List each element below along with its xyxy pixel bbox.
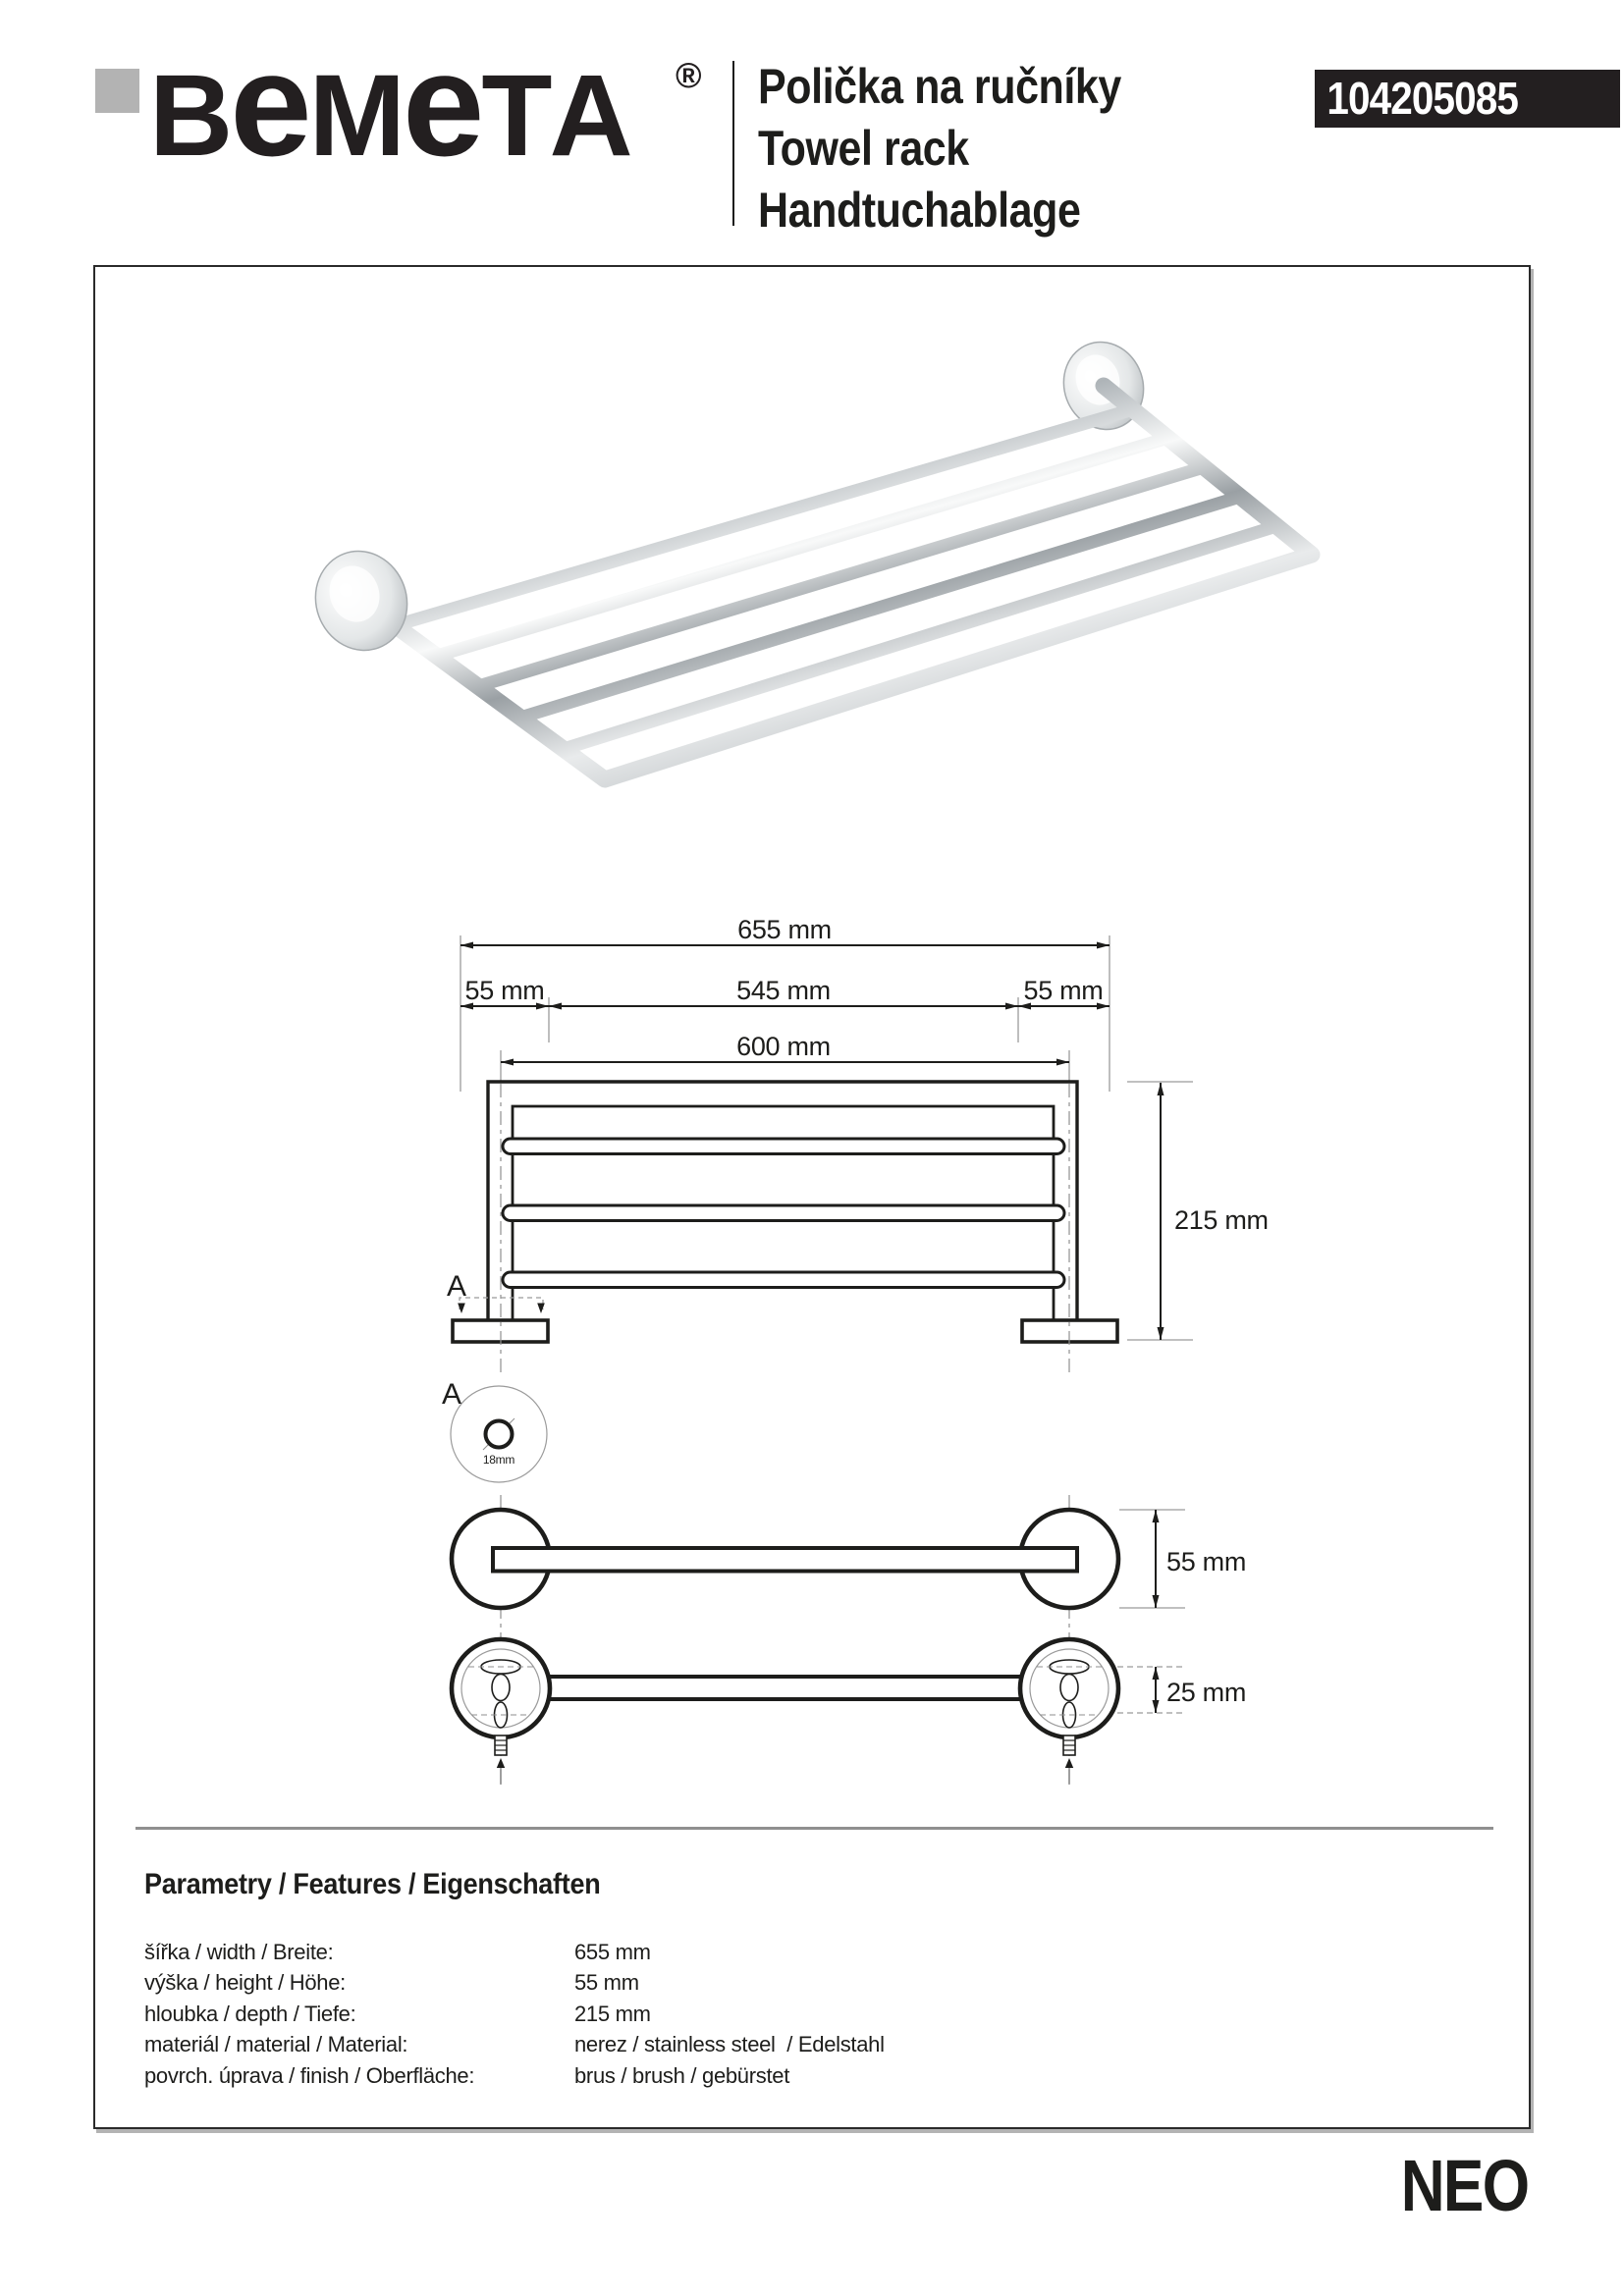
front-view <box>458 1082 1077 1320</box>
parameter-label: šířka / width / Breite: <box>144 1940 334 1964</box>
product-code: 104205085 <box>1326 73 1519 124</box>
side-view <box>452 1510 1118 1608</box>
parameter-label: výška / height / Höhe: <box>144 1970 346 1996</box>
section-a-label: A <box>447 1270 466 1303</box>
logo-letter: B <box>149 51 231 181</box>
brand-logo <box>149 22 630 187</box>
detail-a-label: A <box>442 1378 461 1411</box>
dim-total-width-label: 655 mm <box>737 915 832 944</box>
parameter-row <box>144 1937 885 1967</box>
parameters-heading: Parametry / Features / Eigenschaften <box>144 1868 601 1900</box>
dim-plate-label: 25 mm <box>1166 1678 1247 1707</box>
parameter-value: 55 mm <box>574 1970 639 1996</box>
product-photo-3d <box>295 324 1355 815</box>
parameter-label: hloubka / depth / Tiefe: <box>144 2001 356 2026</box>
registered-trademark-icon: ® <box>676 55 702 95</box>
parameter-label: materiál / material / Material: <box>144 2032 408 2057</box>
parameter-label: povrch. úprava / finish / Oberfläche: <box>144 2062 475 2088</box>
logo-letter: M <box>308 51 403 181</box>
parameter-row <box>144 2060 885 2091</box>
section-divider <box>135 1827 1493 1830</box>
header-vertical-divider <box>732 61 734 226</box>
front-view-feet <box>453 1320 1117 1342</box>
parameter-row <box>144 2029 885 2059</box>
dim-frame-width-label: 600 mm <box>736 1032 831 1061</box>
dim-depth-label: 55 mm <box>1166 1547 1247 1576</box>
dim-height-label: 215 mm <box>1174 1205 1269 1235</box>
logo-letter: T <box>481 51 550 181</box>
parameters-table <box>144 1937 885 2091</box>
logo-letter: e <box>230 22 309 187</box>
product-title-en: Towel rack <box>758 121 969 176</box>
parameter-value: nerez / stainless steel / Edelstahl <box>574 2032 885 2057</box>
parameter-row <box>144 1967 885 1998</box>
product-code-badge <box>1315 70 1620 128</box>
product-title-cs: Polička na ručníky <box>758 59 1121 114</box>
parameter-value: 215 mm <box>574 2001 651 2026</box>
dim-left-offset-label: 55 mm <box>464 976 545 1005</box>
center-lines <box>501 1084 1069 1787</box>
series-name: NEO <box>1400 2145 1528 2226</box>
logo-letter: e <box>402 22 482 187</box>
parameter-value: 655 mm <box>574 1940 651 1964</box>
dim-bar-length-label: 545 mm <box>736 976 831 1005</box>
bottom-view <box>452 1639 1118 1785</box>
product-titles <box>758 56 1121 241</box>
product-title-de: Handtuchablage <box>758 183 1081 238</box>
detail-hole-diameter-label: 18mm <box>482 1453 515 1467</box>
logo-letter: A <box>549 51 630 181</box>
logo-square-icon <box>95 69 139 113</box>
front-view-bars <box>503 1139 1064 1288</box>
wall-mount-left <box>301 538 420 663</box>
detail-a-view <box>451 1386 547 1482</box>
parameter-value: brus / brush / gebürstet <box>574 2062 790 2088</box>
dim-right-offset-label: 55 mm <box>1023 976 1104 1005</box>
parameter-row <box>144 1999 885 2029</box>
technical-drawing <box>373 903 1306 1796</box>
